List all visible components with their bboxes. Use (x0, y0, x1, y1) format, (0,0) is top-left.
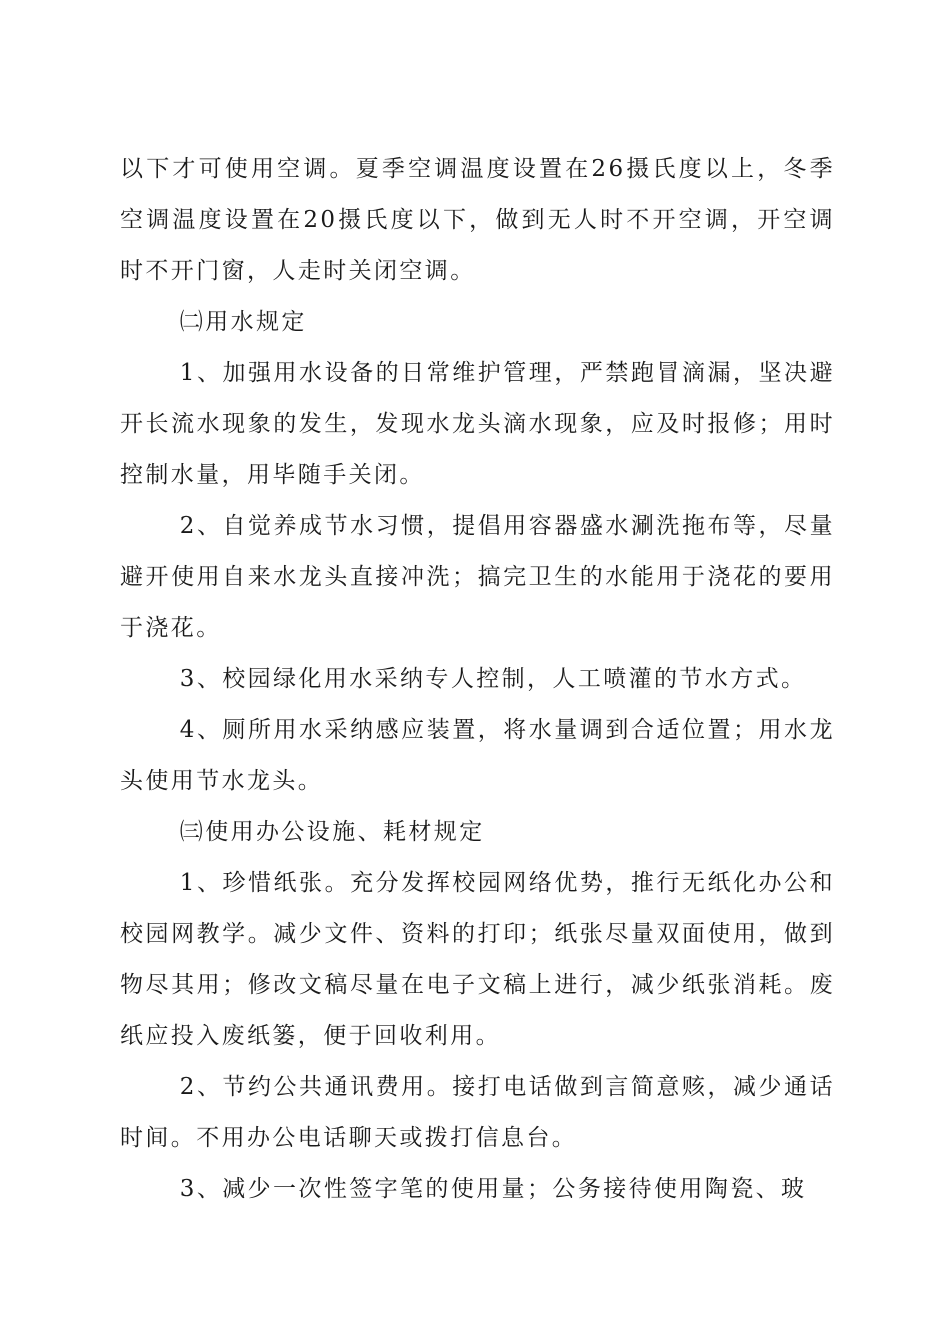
paragraph-water-3: 3、校园绿化用水采纳专人控制，人工喷灌的节水方式。 (179, 666, 807, 692)
paragraph-water-1: 1、加强用水设备的日常维护管理，严禁跑冒滴漏，坚决避开长流水现象的发生，发现水龙头滴水现象，应及时报修；用时控制水量，用毕随手关闭。 (120, 360, 835, 488)
paragraph-office-2: 2、节约公共通讯费用。接打电话做到言简意赅，减少通话时间。不用办公电话聊天或拨打信息台。 (120, 1074, 835, 1151)
paragraph-water-4: 4、厕所用水采纳感应装置，将水量调到合适位置；用水龙头使用节水龙头。 (120, 717, 835, 794)
document-body (120, 144, 835, 1215)
paragraph-water-2: 2、自觉养成节水习惯，提倡用容器盛水涮洗拖布等，尽量避开使用自来水龙头直接冲洗；搞完卫生的水能用于浇花的要用于浇花。 (120, 513, 835, 641)
section-heading-water: ㈡用水规定 (179, 309, 307, 335)
paragraph-office-3: 3、减少一次性签字笔的使用量；公务接待使用陶瓷、玻 (179, 1176, 807, 1202)
paragraph-office-1: 1、珍惜纸张。充分发挥校园网络优势，推行无纸化办公和校园网教学。减少文件、资料的打印；纸张尽量双面使用，做到物尽其用；修改文稿尽量在电子文稿上进行，减少纸张消耗。废纸应投入废纸篓，便于回收利用。 (120, 870, 835, 1049)
paragraph-continuation: 以下才可使用空调。夏季空调温度设置在26摄氏度以上，冬季空调温度设置在20摄氏度以下，做到无人时不开空调，开空调时不开门窗，人走时关闭空调。 (120, 156, 835, 284)
section-heading-office: ㈢使用办公设施、耗材规定 (179, 819, 485, 845)
